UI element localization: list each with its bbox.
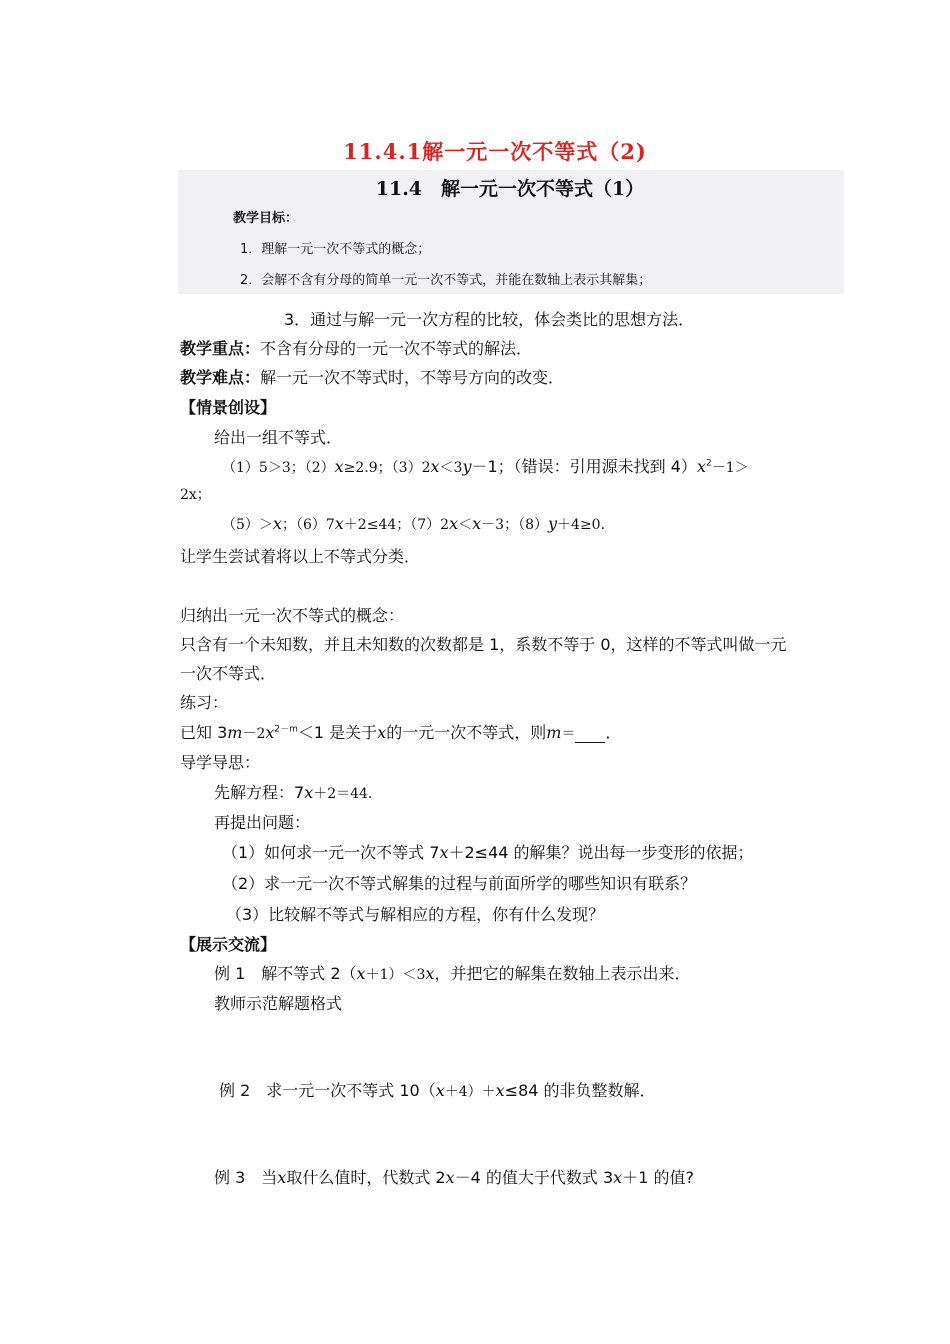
main-title: 11.4.1解一元一次不等式（2) bbox=[343, 139, 647, 164]
var-x: x bbox=[613, 1168, 623, 1187]
difficulty bbox=[180, 365, 564, 388]
difficulty-label: 教学难点： bbox=[180, 368, 261, 387]
text: ＋4）＋ bbox=[444, 1084, 496, 1100]
text: （1）如何求一元一次不等式 7 bbox=[222, 843, 440, 862]
var-x: x bbox=[334, 514, 344, 533]
text: －1＞ bbox=[711, 460, 749, 476]
var-x: x bbox=[449, 514, 459, 533]
objective-item: 1．理解一元一次不等式的概念； bbox=[240, 242, 431, 257]
show-heading: 【展示交流】 bbox=[180, 935, 277, 954]
text: 已知 3 bbox=[180, 723, 228, 742]
inequality-line-2: 2x； bbox=[180, 487, 211, 503]
guide-solve bbox=[214, 780, 382, 803]
objectives-label: 教学目标： bbox=[233, 211, 299, 226]
text: ，并把它的解集在数轴上表示出来． bbox=[434, 964, 691, 983]
text: －3；（8） bbox=[481, 517, 548, 533]
guide-question-1 bbox=[222, 840, 754, 863]
concept-heading: 归纳出一元一次不等式的概念： bbox=[180, 606, 405, 625]
text: 取什么值时，代数式 2 bbox=[286, 1168, 446, 1187]
text: ＝ bbox=[561, 726, 576, 742]
text: ＋2＝44． bbox=[313, 786, 382, 802]
text: －2 bbox=[242, 726, 266, 742]
text: －4 的值大于代数式 3 bbox=[454, 1168, 614, 1187]
text: （5）＞ bbox=[222, 517, 273, 533]
var-x: x bbox=[377, 723, 387, 742]
var-x: x bbox=[430, 457, 440, 476]
example-3 bbox=[214, 1165, 694, 1188]
difficulty-text: 解一元一次不等式时，不等号方向的改变． bbox=[260, 368, 565, 387]
key-point bbox=[180, 336, 532, 359]
var-x: x bbox=[696, 457, 706, 476]
concept-text: 只含有一个未知数，并且未知数的次数都是 1，系数不等于 0，这样的不等式叫做一元 bbox=[180, 635, 787, 654]
var-m: m bbox=[227, 723, 243, 742]
classify-text: 让学生尝试着将以上不等式分类． bbox=[180, 547, 421, 566]
text: ＜1 是关于 bbox=[297, 723, 378, 742]
exponent: 2－m bbox=[274, 724, 298, 735]
example-2 bbox=[219, 1078, 656, 1101]
example-1 bbox=[214, 961, 690, 984]
text: ＜ bbox=[458, 517, 473, 533]
text: ≤84 的非负整数解． bbox=[504, 1081, 656, 1100]
key-point-text: 不含有分母的一元一次不等式的解法． bbox=[260, 339, 533, 358]
lesson-title: 11.4 解一元一次不等式（1） bbox=[375, 178, 645, 200]
exponent: 2 bbox=[705, 458, 712, 469]
text: ＋2≤44；（7）2 bbox=[343, 517, 450, 533]
var-x: x bbox=[272, 514, 282, 533]
guide-heading: 导学导思： bbox=[180, 753, 261, 772]
key-point-label: 教学重点： bbox=[180, 339, 261, 358]
objective-item: 2．会解不含有分母的简单一元一次不等式，并能在数轴上表示其解集； bbox=[240, 273, 652, 288]
var-x: x bbox=[265, 723, 275, 742]
var-x: x bbox=[472, 514, 482, 533]
inequality-line-1 bbox=[222, 454, 749, 477]
var-x: x bbox=[277, 1168, 287, 1187]
objective-item: 3．通过与解一元一次方程的比较，体会类比的思想方法． bbox=[284, 310, 695, 329]
text: ＋1 的值? bbox=[622, 1168, 694, 1187]
guide-question-3: （3）比较解不等式与解相应的方程，你有什么发现？ bbox=[226, 905, 605, 924]
text: 的一元一次不等式，则 bbox=[386, 723, 547, 742]
var-x: x bbox=[425, 964, 435, 983]
practice-question bbox=[180, 720, 621, 743]
var-x: x bbox=[445, 1168, 455, 1187]
guide-ask: 再提出问题： bbox=[214, 813, 311, 832]
text: 先解方程：7 bbox=[214, 783, 305, 802]
inequality-line-3 bbox=[222, 514, 615, 534]
text: ≥2.9；（3）2 bbox=[343, 460, 431, 476]
scenario-heading: 【情景创设】 bbox=[180, 398, 277, 417]
concept-text: 一次不等式． bbox=[180, 664, 277, 683]
answer-blank[interactable] bbox=[575, 728, 605, 743]
guide-question-2: （2）求一元一次不等式解集的过程与前面所学的哪些知识有联系？ bbox=[222, 874, 697, 893]
var-y: y bbox=[462, 457, 472, 476]
text: ＜3 bbox=[439, 460, 463, 476]
text: 例 2 求一元一次不等式 10（ bbox=[219, 1081, 436, 1100]
var-m: m bbox=[546, 723, 562, 742]
var-y: y bbox=[547, 514, 558, 533]
var-x: x bbox=[334, 457, 344, 476]
scenario-intro: 给出一组不等式． bbox=[214, 428, 343, 447]
var-x: x bbox=[304, 783, 314, 802]
text: 例 1 解不等式 2（ bbox=[214, 964, 357, 983]
var-x: x bbox=[435, 1081, 445, 1100]
text: ＋1）＜3 bbox=[365, 967, 426, 983]
text: ＋4≥0． bbox=[557, 517, 615, 533]
text: （1）5＞3；（2） bbox=[222, 460, 335, 476]
example-1-note: 教师示范解题格式 bbox=[214, 994, 343, 1013]
text: ． bbox=[605, 723, 622, 742]
var-x: x bbox=[495, 1081, 505, 1100]
text: 例 3 当 bbox=[214, 1168, 278, 1187]
var-x: x bbox=[356, 964, 366, 983]
text: －1；（错误：引用源未找到 4） bbox=[471, 457, 697, 476]
text: ＋2≤44 的解集？说出每一步变形的依据； bbox=[448, 843, 754, 862]
var-x: x bbox=[439, 843, 449, 862]
practice-label: 练习： bbox=[180, 693, 229, 712]
text: ；（6）7 bbox=[281, 517, 335, 533]
